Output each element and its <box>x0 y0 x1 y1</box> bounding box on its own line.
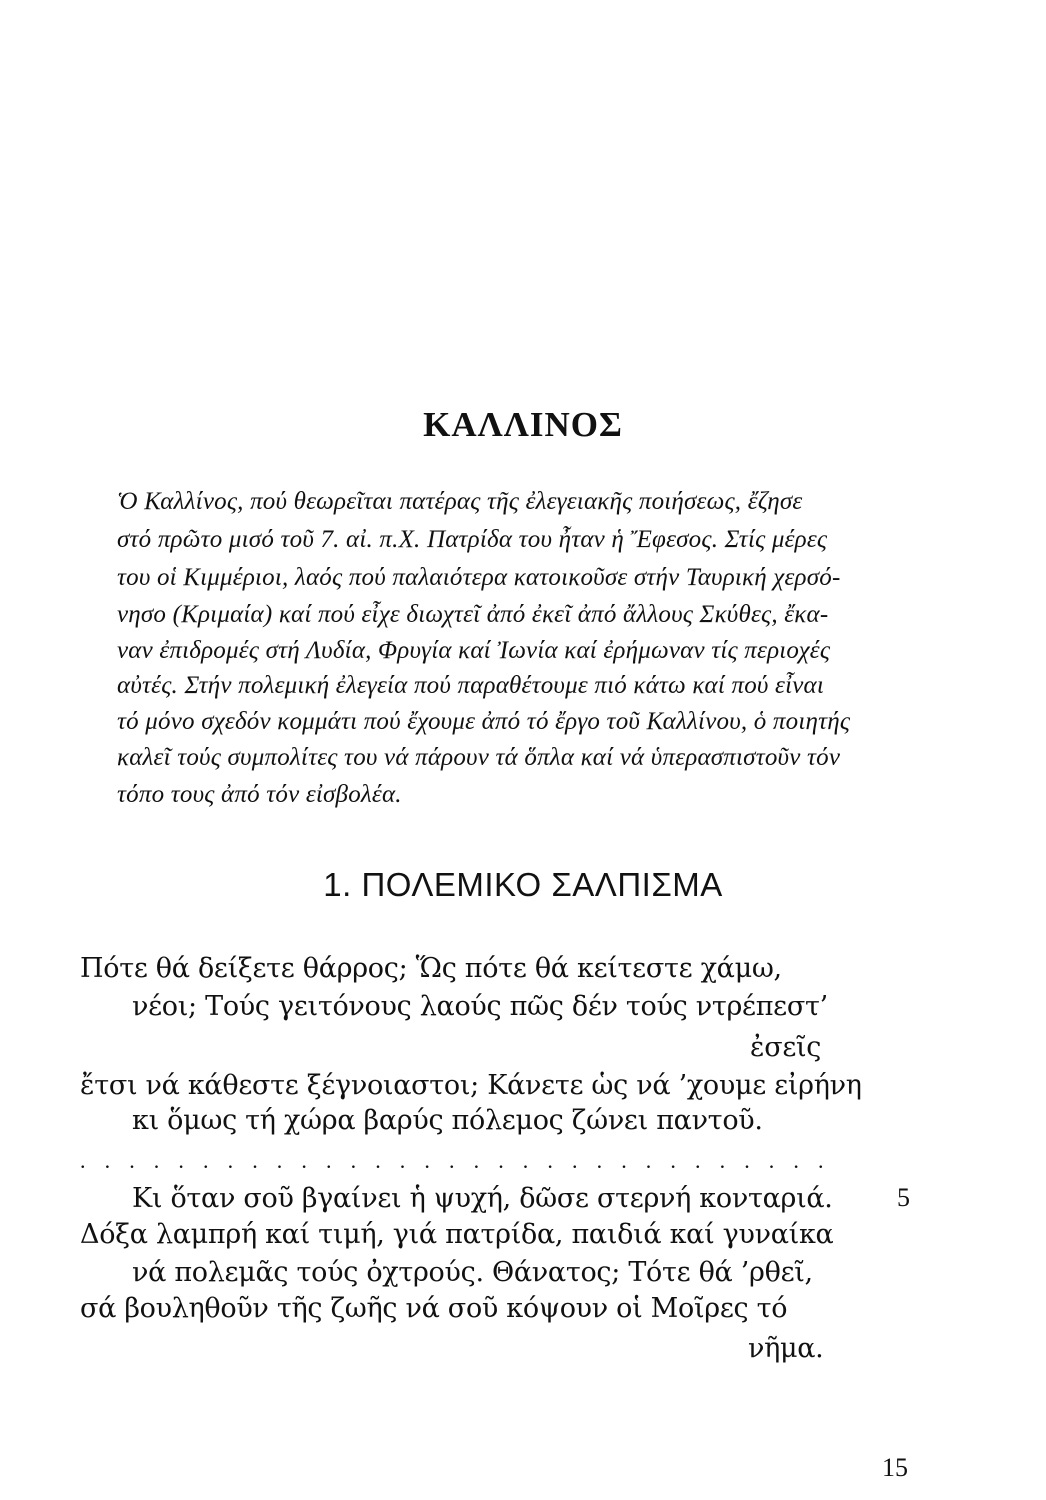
verse-line: νέοι; Τούς γειτόνους λαούς πῶς δέν τούς ντρέπεστ’ <box>132 991 828 1022</box>
verse-line: Πότε θά δείξετε θάρρος; Ὥς πότε θά κείτεστε χάμω, <box>80 953 782 984</box>
intro-line: τόπο τους ἀπό τόν εἰσβολέα. <box>117 781 402 808</box>
verse-line: Δόξα λαμπρή καί τιμή, γιά πατρίδα, παιδιά καί γυναίκα <box>80 1219 834 1250</box>
verse-line: σά βουληθοῦν τῆς ζωῆς νά σοῦ κόψουν οἱ Μοῖρες τό <box>80 1293 788 1324</box>
intro-line: στό πρῶτο μισό τοῦ 7. αἰ. π.Χ. Πατρίδα του ἦταν ἡ Ἔφεσος. Στίς μέρες <box>117 526 828 553</box>
verse-line: ἐσεῖς <box>750 1032 822 1063</box>
ellipsis-row: . . . . . . . . . . . . . . . . . . . . . . . . . . . . . . . <box>80 1148 831 1173</box>
intro-line: νησο (Κριμαία) καί πού εἶχε διωχτεῖ ἀπό ἐκεῖ ἀπό ἄλλους Σκύθες, ἔκα- <box>117 601 829 628</box>
verse-line-number: 5 <box>897 1183 910 1212</box>
page-number: 15 <box>882 1453 908 1482</box>
intro-line: τό μόνο σχεδόν κομμάτι πού ἔχουμε ἀπό τό ἔργο τοῦ Καλλίνου, ὁ ποιητής <box>117 708 851 735</box>
verse-line: Κι ὅταν σοῦ βγαίνει ἡ ψυχή, δῶσε στερνή κονταριά. <box>132 1183 833 1214</box>
chapter-title: ΚΑΛΛΙΝΟΣ <box>423 405 623 444</box>
verse-line: κι ὅμως τή χώρα βαρύς πόλεμος ζώνει παντοῦ. <box>132 1105 763 1136</box>
verse-line: νά πολεμᾶς τούς ὀχτρούς. Θάνατος; Τότε θά ’ρθεῖ, <box>132 1257 813 1288</box>
intro-line: ναν ἐπιδρομές στή Λυδία, Φρυγία καί Ἰωνία καί ἐρήμωναν τίς περιοχές <box>117 637 831 664</box>
intro-line: του οἱ Κιμμέριοι, λαός πού παλαιότερα κατοικοῦσε στήν Ταυρική χερσό- <box>117 564 841 591</box>
intro-line: καλεῖ τούς συμπολίτες του νά πάρουν τά ὅπλα καί νά ὑπερασπιστοῦν τόν <box>117 744 841 771</box>
intro-line: αὐτές. Στήν πολεμική ἐλεγεία πού παραθέτουμε πιό κάτω καί πού εἶναι <box>117 672 824 699</box>
verse-line: ἔτσι νά κάθεστε ξέγνοιαστοι; Κάνετε ὡς νά ’χουμε εἰρήνη <box>80 1070 862 1101</box>
intro-line: Ὁ Καλλίνος, πού θεωρεῖται πατέρας τῆς ἐλεγειακῆς ποιήσεως, ἔζησε <box>117 488 803 515</box>
verse-line: νῆμα. <box>748 1333 824 1364</box>
poem-title: 1. ΠΟΛΕΜΙΚΟ ΣΑΛΠΙΣΜΑ <box>323 866 723 903</box>
